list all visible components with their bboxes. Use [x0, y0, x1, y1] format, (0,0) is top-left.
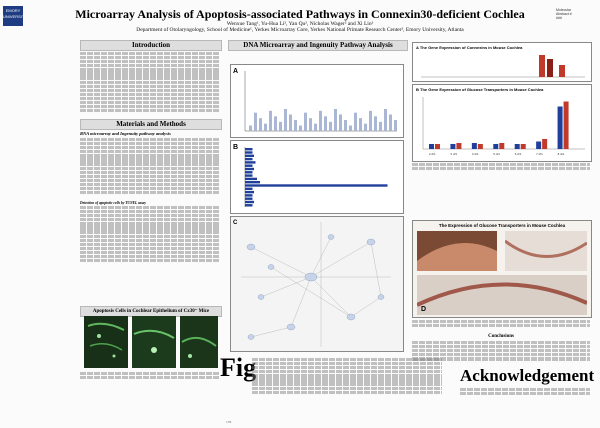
- panel-c-label: C: [233, 220, 238, 226]
- pathway-network: [230, 216, 404, 352]
- panel-a-bar: [264, 124, 267, 131]
- expression-image-c: [417, 275, 587, 315]
- panel-a-bar: [389, 115, 392, 132]
- glucose-bar: [435, 144, 440, 149]
- panel-a-bar: [284, 109, 287, 131]
- glucose-bar: [515, 144, 520, 149]
- poster-title: Microarray Analysis of Apoptosis-associated Pathways in Connexin30-deficient Cochlea: [75, 7, 525, 21]
- panel-a-bar: [309, 118, 312, 131]
- methods-text-2: [80, 206, 220, 266]
- panel-b-bar: [245, 184, 388, 186]
- panel-a-bar: [364, 124, 367, 131]
- panel-a-bar: [249, 126, 252, 132]
- glucose-tick-label: 7 d/1: [536, 152, 543, 156]
- panel-a-bar: [349, 126, 352, 132]
- glucose-tick-label: 5 d/1: [493, 152, 500, 156]
- conclusions-text: [412, 341, 590, 361]
- tunel-caption: [80, 372, 220, 380]
- panel-a-bar: [279, 122, 282, 131]
- panel-a-bar: [254, 113, 257, 131]
- panel-a-bar: [269, 111, 272, 131]
- panel-b-label: B: [233, 144, 239, 151]
- network-graph: [231, 217, 403, 351]
- connexin-chart-title: A The Gene Expression of Connexins in Mouse Cochlea: [416, 45, 523, 50]
- glucose-bar: [521, 144, 526, 149]
- corner-note: Molecular Abstract # ###: [556, 8, 572, 20]
- glucose-bar: [472, 143, 477, 149]
- glucose-tick-label: 8 d/1: [557, 152, 565, 156]
- expression-caption: [412, 320, 590, 328]
- cochlea-tissue-b: [505, 231, 587, 271]
- poster-affiliation: Department of Otolaryngology, School of Medicine¹, Yerkes Microarray Core, Yerkes National Primate Research Center², Emory University, Atlanta: [136, 27, 464, 33]
- glucose-bar: [564, 102, 569, 150]
- expression-figure: [412, 220, 592, 318]
- panel-b-bar: [245, 148, 253, 150]
- panel-b-bar: [245, 178, 257, 180]
- panel-a-bar: [314, 124, 317, 131]
- glucose-bar: [499, 143, 504, 149]
- cochlea-tissue-c: [417, 275, 587, 315]
- panel-b-bar: [245, 181, 260, 183]
- figure-label: Fig: [220, 353, 257, 382]
- methods-subheading: RNA microarray and Ingenuity pathway analysis: [80, 131, 171, 136]
- expression-image-a: [417, 231, 497, 271]
- panel-a-bar: [294, 120, 297, 131]
- panel-b-bar: [245, 204, 253, 206]
- university-logo: EMORY UNIVERSITY: [3, 6, 23, 26]
- page-number: 176: [226, 420, 232, 424]
- panel-b-bar: [245, 171, 253, 173]
- methods-header: Materials and Methods: [80, 119, 222, 130]
- glucose-tick-label: 2 d/1: [429, 152, 436, 156]
- tunel-image-left: [84, 316, 128, 368]
- panel-a-bar: [289, 115, 292, 132]
- methods-text-1: [80, 138, 220, 198]
- panel-a-bar: [319, 111, 322, 131]
- panel-a-chart: [230, 64, 404, 138]
- panel-a-bar: [394, 120, 397, 131]
- panel-a-bar: [274, 116, 277, 131]
- expression-image-b: [505, 231, 587, 271]
- panel-b-bar: [245, 198, 253, 200]
- panel-a-bar: [329, 122, 332, 131]
- tunel-subheading: Detection of apoptotic cells by TUNEL assay: [80, 201, 146, 205]
- expression-title: The Expression of Glucose Transporters in Mouse Cochlea: [438, 223, 566, 228]
- glucose-bars: [419, 95, 587, 159]
- glucose-caption: [412, 163, 590, 171]
- panel-a-bar: [304, 113, 307, 131]
- panel-b-bars: [241, 145, 399, 209]
- tunel-cells-middle: [132, 316, 176, 368]
- glucose-bar: [558, 107, 563, 150]
- glucose-bar: [536, 142, 541, 150]
- panel-a-bar: [259, 118, 262, 131]
- panel-b-bar: [245, 174, 253, 176]
- glucose-chart-title: B The Gene Expression of Glucose Transporters in Mouse Cochlea: [416, 87, 544, 92]
- glucose-bar: [478, 144, 483, 149]
- panel-b-bar: [245, 191, 254, 193]
- connexin-bars: [419, 51, 587, 79]
- panel-b-chart: [230, 140, 404, 214]
- panel-b-bar: [245, 194, 253, 196]
- connexin-chart: [412, 42, 592, 82]
- figure-caption: [252, 358, 442, 398]
- panel-b-bar: [245, 155, 254, 157]
- panel-b-bar: [245, 165, 253, 167]
- panel-a-label: A: [233, 68, 239, 75]
- glucose-bar: [450, 144, 455, 149]
- panel-a-bar: [339, 115, 342, 132]
- glucose-bar: [429, 144, 434, 149]
- panel-a-bar: [359, 118, 362, 131]
- panel-a-bar: [374, 116, 377, 131]
- panel-a-bar: [369, 111, 372, 131]
- panel-b-bar: [245, 158, 253, 160]
- panel-b-bar: [245, 151, 253, 153]
- glucose-tick-label: 3 d/1: [450, 152, 458, 156]
- acknowledgement-text: [460, 388, 590, 398]
- panel-a-bars: [241, 69, 399, 133]
- panel-a-bar: [324, 116, 327, 131]
- dna-header: DNA Microarray and Ingenuity Pathway Analysis: [228, 40, 408, 51]
- tunel-cells-left: [84, 316, 128, 368]
- tunel-cells-right: [180, 316, 218, 368]
- tunel-image-right: [180, 316, 218, 368]
- glucose-bar: [493, 144, 498, 149]
- tunel-header: Apoptosis Cells in Cochlear Epithelium of Cx30⁻ Mice: [80, 306, 222, 317]
- glucose-tick-label: 4 d/1: [471, 152, 479, 156]
- panel-a-bar: [354, 113, 357, 131]
- poster-authors: Wenxue Tang¹, Yu-Hua Li², Yan Qu², Nicholas Wager² and Xi Lin²: [226, 21, 374, 27]
- conclusions-header: Conclusions: [488, 334, 514, 339]
- glucose-transporter-chart: [412, 84, 592, 162]
- cochlea-tissue-a: [417, 231, 497, 271]
- glucose-bar: [542, 139, 547, 149]
- panel-a-bar: [344, 120, 347, 131]
- panel-a-bar: [384, 109, 387, 131]
- intro-header: Introduction: [80, 40, 222, 51]
- acknowledgement-header: Acknowledgement: [460, 366, 595, 385]
- panel-a-bar: [299, 126, 302, 132]
- panel-b-bar: [245, 188, 253, 190]
- panel-b-bar: [245, 161, 256, 163]
- glucose-bar: [456, 143, 461, 149]
- panel-a-bar: [379, 122, 382, 131]
- panel-a-bar: [334, 109, 337, 131]
- panel-b-bar: [245, 168, 254, 170]
- intro-text: [80, 52, 220, 114]
- panel-b-bar: [245, 201, 254, 203]
- tunel-image-middle: [132, 316, 176, 368]
- panel-d-label: D: [421, 306, 427, 313]
- glucose-tick-label: 6 d/1: [514, 152, 522, 156]
